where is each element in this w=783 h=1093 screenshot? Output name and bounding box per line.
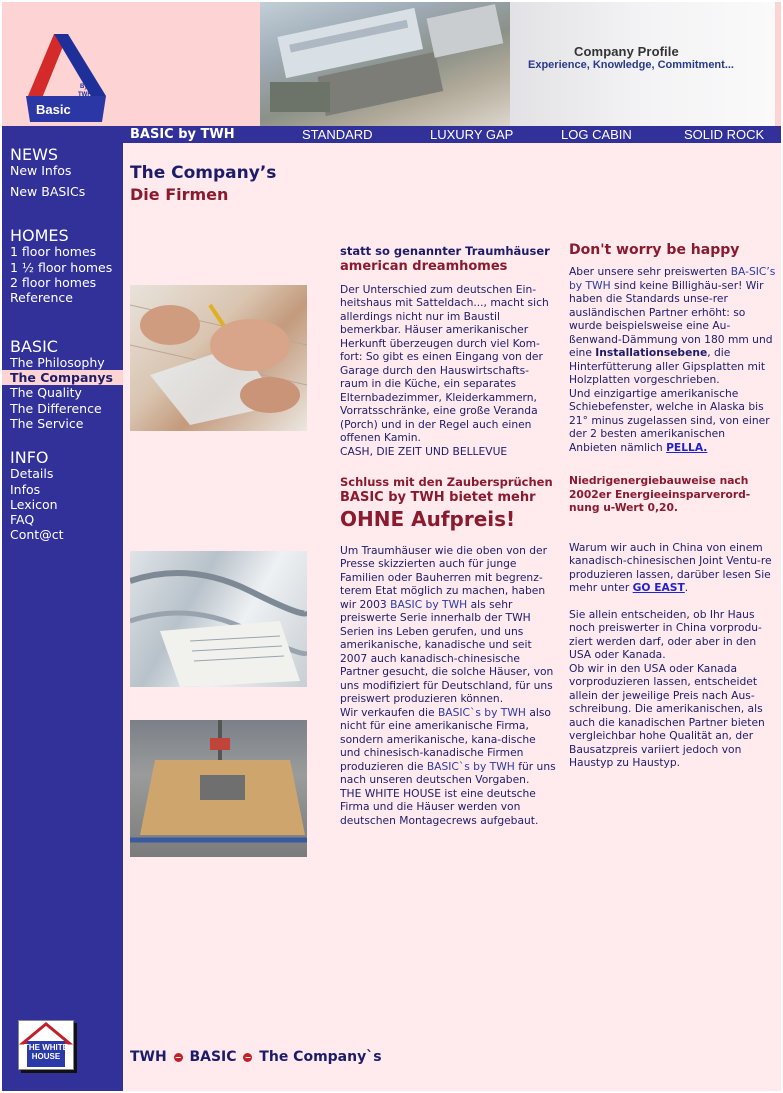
col2-p3-text: Warum wir auch in China von einem kanadisch-chinesischen Joint Ventu-re produzieren lassen, darüber lesen Sie mehr unter xyxy=(569,540,772,594)
col2-paragraph-1 xyxy=(569,265,776,387)
topnav-basic-by-twh[interactable]: BASIC by TWH xyxy=(130,127,235,142)
sidebar-item-difference[interactable]: The Difference xyxy=(10,401,102,416)
sidebar-heading-news: NEWS xyxy=(10,145,59,164)
col1-p3-text-c: also nicht für eine amerikanische Firma, sondern amerikanische, kana-dische und chinesisch-kanadische Firmen produzieren die xyxy=(340,705,551,773)
svg-text:TWH: TWH xyxy=(78,92,92,98)
sidebar-item-faq[interactable]: FAQ xyxy=(10,512,35,527)
col2-p1-text-e: , die Hinterfütterung aller Gipsplatten mit Holzplatten vorgeschrieben. xyxy=(569,346,766,386)
sidebar-item-reference[interactable]: Reference xyxy=(10,290,73,305)
footer-company[interactable]: The Company`s xyxy=(259,1049,382,1065)
col1-paragraph-3 xyxy=(340,706,557,787)
sidebar xyxy=(2,126,123,1091)
sidebar-heading-homes: HOMES xyxy=(10,226,69,245)
col2-heading-2: Niedrigenergiebauweise nach 2002er Energieeinsparverord-nung u-Wert 0,20. xyxy=(569,474,751,514)
col1-p3-brand-2: BASIC`s by TWH xyxy=(426,759,515,773)
go-east-link[interactable]: GO EAST xyxy=(632,581,685,594)
topnav-solid-rock[interactable]: SOLID ROCK xyxy=(684,127,765,142)
col2-paragraph-2 xyxy=(569,387,776,455)
sidebar-item-lexicon[interactable]: Lexicon xyxy=(10,497,58,512)
basic-logo[interactable] xyxy=(22,26,110,124)
col1-p2-text-c: als sehr preiswerte Serie innerhalb der TWH Serien ins Leben gerufen, und uns amerikanische, kanadische und seit 2007 auch kanadisch-chinesische Partner gesucht, die solche Häuser, von uns modifiziert für Deutschland, für uns preiswert produzieren können. xyxy=(340,597,554,705)
col2-heading: Don't worry be happy xyxy=(569,242,740,258)
col1-kicker: statt so genannter Traumhäuser xyxy=(340,244,550,258)
header-banner xyxy=(2,2,781,126)
sidebar-item-2-floor[interactable]: 2 floor homes xyxy=(10,275,97,290)
sidebar-item-contact[interactable]: Cont@ct xyxy=(10,527,64,542)
sidebar-item-service[interactable]: The Service xyxy=(10,416,84,431)
col2-p2-text: Und einzigartige amerikanische Schiebefenster, welche in Alaska bis 21° minus zugelassen sind, von einer der 2 besten amerikanischen Anbieten nämlich xyxy=(569,386,770,454)
article-column-1 xyxy=(340,245,557,827)
col1-source: CASH, DIE ZEIT UND BELLEVUE xyxy=(340,444,508,458)
col1-p2-brand: BASIC by TWH xyxy=(390,597,468,611)
article-column-2 xyxy=(569,241,776,770)
footer-twh[interactable]: TWH xyxy=(130,1049,167,1065)
col2-p3-period: . xyxy=(684,581,689,594)
sidebar-item-new-infos[interactable]: New Infos xyxy=(10,163,72,178)
topnav-luxury-gap[interactable]: LUXURY GAP xyxy=(430,127,514,142)
main-content xyxy=(123,143,781,1091)
sidebar-item-companys[interactable]: The Companys xyxy=(2,370,123,385)
company-tagline: Experience, Knowledge, Commitment... xyxy=(528,59,734,71)
factory-aerial-photo xyxy=(260,2,510,126)
col1-paragraph-1: Der Unterschied zum deutschen Ein-heitshaus mit Satteldach..., macht sich allerdings nicht nur im Baustil bemerkbar. Häuser amerikanischer Herkunft überzeugen durch viel Kom-fort: So gibt es einen Eingang von der Garage durch den Hauswirtschafts-raum in die Küche, ein separates Elternbadezimmer, Kleiderkammern, Vorratsschränke, eine große Veranda (Porch) und in der Regel auch einen offenen Kamin. xyxy=(340,282,549,444)
col2-p1-text-a: Aber unsere sehr preiswerten xyxy=(569,265,731,278)
page-subtitle: Die Firmen xyxy=(130,185,229,204)
col1-p3-text-e: für uns nach unseren deutschen Vorgaben. xyxy=(340,759,556,786)
sidebar-item-philosophy[interactable]: The Philosophy xyxy=(10,355,105,370)
sidebar-item-new-basics[interactable]: New BASICs xyxy=(10,184,86,199)
col1-big-heading: OHNE Aufpreis! xyxy=(340,506,516,531)
drafting-plans-photo xyxy=(130,285,307,431)
white-house-logo-text: THE WHITE HOUSE xyxy=(24,1043,68,1061)
company-profile-title: Company Profile xyxy=(574,44,679,59)
col1-p2-text-a: Um Traumhäuser wie die oben von der Presse skizzierten auch für junge Familien oder Bauherren mit begrenz-terem Etat möglich zu machen, haben wir 2003 xyxy=(340,543,548,611)
col2-p1-text-c: sind keine Billighäu-ser! Wir haben die Standards unse-rer ausländischen Partner erhöht: so wurde beispielsweise eine Au-ßenwand-Dämmung von 180 mm und eine xyxy=(569,278,773,359)
white-house-logo[interactable] xyxy=(18,1020,74,1070)
pella-link[interactable]: PELLA. xyxy=(666,440,708,454)
blueprint-rolls-photo xyxy=(130,551,307,687)
svg-text:By: By xyxy=(80,84,88,90)
col2-paragraph-5: Ob wir in den USA oder Kanada vorproduzieren lassen, entscheidet allein der jeweilige Preis nach Aus-schreibung. Die amerikanischen, als auch die kanadischen Partner bieten vergleichbar hohe Qualität an, der Bausatzpreis variiert jedoch von Haustyp zu Haustyp. xyxy=(569,661,765,769)
col2-paragraph-3 xyxy=(569,541,776,595)
col1-paragraph-4: THE WHITE HOUSE ist eine deutsche Firma und die Häuser werden von deutschen Montagecrews aufgebaut. xyxy=(340,786,539,827)
col2-paragraph-4: Sie allein entscheiden, ob Ihr Haus noch preiswerter in China vorprodu-ziert werden darf, oder aber in den USA oder Kanada. xyxy=(569,607,762,661)
sidebar-heading-basic: BASIC xyxy=(10,337,58,356)
col2-p1-installationsebene: Installationsebene xyxy=(595,346,708,359)
separator-icon: − xyxy=(244,1052,252,1062)
separator-icon: − xyxy=(174,1052,182,1062)
col1-heading: american dreamhomes xyxy=(340,258,508,274)
col1-heading-2a: Schluss mit den Zaubersprüchen xyxy=(340,475,553,489)
topnav-standard[interactable]: STANDARD xyxy=(302,127,373,142)
col1-p3-text-a: Wir verkaufen die xyxy=(340,705,438,719)
sidebar-item-quality[interactable]: The Quality xyxy=(10,385,82,400)
sidebar-item-1-floor[interactable]: 1 floor homes xyxy=(10,244,97,259)
col1-p3-brand-1: BASIC`s by TWH xyxy=(437,705,526,719)
col1-heading-2b: BASIC by TWH bietet mehr xyxy=(340,489,536,505)
wall-panel-factory-photo xyxy=(130,720,307,857)
sidebar-item-details[interactable]: Details xyxy=(10,466,54,481)
footer-breadcrumb xyxy=(130,1049,382,1065)
page-title: The Company’s xyxy=(130,163,277,183)
topnav-log-cabin[interactable]: LOG CABIN xyxy=(561,127,632,142)
sidebar-item-infos[interactable]: Infos xyxy=(10,482,41,497)
header-strip xyxy=(775,2,781,126)
sidebar-item-1-5-floor[interactable]: 1 ½ floor homes xyxy=(10,260,113,275)
svg-text:Basic: Basic xyxy=(36,102,71,117)
col1-paragraph-2 xyxy=(340,544,557,706)
footer-basic[interactable]: BASIC xyxy=(189,1049,237,1065)
top-navigation xyxy=(123,126,781,143)
sidebar-heading-info: INFO xyxy=(10,448,49,467)
col2-p1-brand: BA-SIC’s by TWH xyxy=(569,265,776,292)
